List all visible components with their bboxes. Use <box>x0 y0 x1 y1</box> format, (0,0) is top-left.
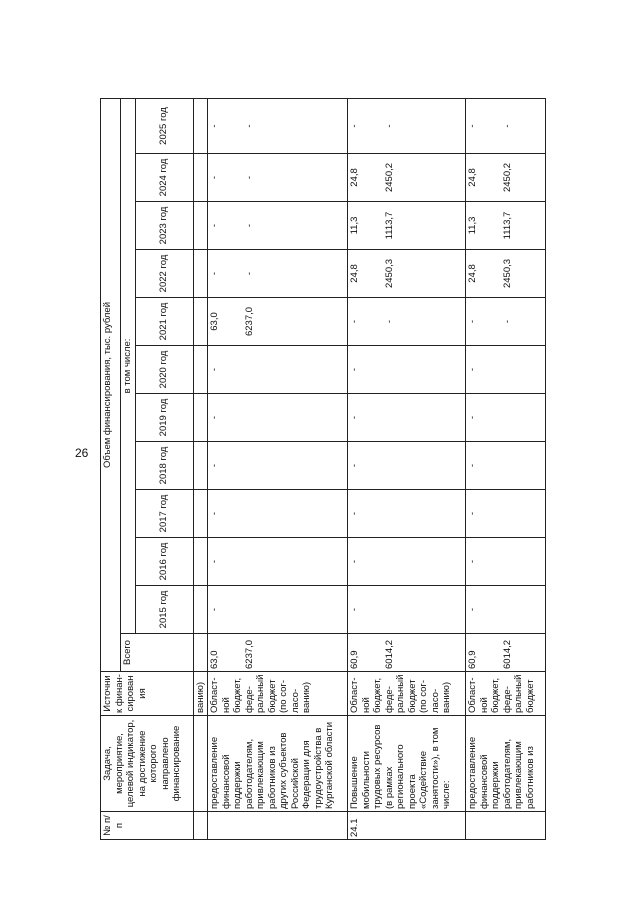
row-year-value <box>193 202 208 250</box>
row-year-value <box>193 490 208 538</box>
table-row <box>466 98 546 839</box>
row-year-value: 11,3 1113,7 <box>348 202 466 250</box>
row-total: 63,0 6237,0 <box>208 634 348 672</box>
year-header: 2019 год <box>135 394 193 442</box>
row-year-value: - <box>208 346 348 394</box>
row-year-value <box>193 394 208 442</box>
table-row <box>348 98 466 839</box>
header-incl: в том числе: <box>121 98 136 633</box>
row-source: ванию) <box>193 672 208 716</box>
row-year-value: 24,8 2450,3 <box>466 250 546 298</box>
row-task: предоставление финансовой поддержки работодателям, привлекающим работников из других субъектов Российской Федерации для трудоустройства в Курганской области <box>208 716 348 812</box>
row-number <box>193 812 208 840</box>
row-year-value <box>193 586 208 634</box>
row-year-value: - <box>208 586 348 634</box>
row-year-value: 63,0 6237,0 <box>208 298 348 346</box>
row-year-value <box>193 154 208 202</box>
row-year-value: - <box>348 442 466 490</box>
row-year-value: 24,8 2450,3 <box>348 250 466 298</box>
header-source: Источник финан-сирования <box>101 672 194 716</box>
row-task <box>193 716 208 812</box>
table-row <box>208 98 348 839</box>
row-year-value <box>193 298 208 346</box>
year-header: 2017 год <box>135 490 193 538</box>
row-year-value: - <box>208 538 348 586</box>
year-header: 2018 год <box>135 442 193 490</box>
row-year-value: - - <box>466 298 546 346</box>
row-year-value <box>193 98 208 153</box>
row-year-value <box>193 538 208 586</box>
row-year-value: - - <box>208 202 348 250</box>
header-total: Всего <box>121 634 194 672</box>
funding-table-rotated <box>100 99 580 840</box>
year-header: 2023 год <box>135 202 193 250</box>
row-number <box>208 812 348 840</box>
row-year-value: - <box>466 538 546 586</box>
year-header: 2016 год <box>135 538 193 586</box>
table-row <box>193 98 208 839</box>
row-source: Област-ной бюджет, феде-ральный бюджет (по сог-ласо-ванию) <box>208 672 348 716</box>
row-year-value: - - <box>208 250 348 298</box>
row-year-value: - <box>348 346 466 394</box>
row-year-value <box>193 346 208 394</box>
row-year-value: - <box>208 442 348 490</box>
row-task: предоставление финансовой поддержки работодателям, привлекающим работников из <box>466 716 546 812</box>
row-year-value <box>193 442 208 490</box>
year-header: 2022 год <box>135 250 193 298</box>
row-source: Област-ной бюджет, феде-ральный бюджет <box>466 672 546 716</box>
row-number <box>466 812 546 840</box>
row-year-value: - - <box>208 98 348 153</box>
row-year-value: - - <box>348 298 466 346</box>
row-year-value: 11,3 1113,7 <box>466 202 546 250</box>
row-year-value: - - <box>348 98 466 153</box>
row-year-value: - <box>348 394 466 442</box>
row-year-value: 24,8 2450,2 <box>466 154 546 202</box>
row-total: 60,9 6014,2 <box>348 634 466 672</box>
row-year-value: - - <box>208 154 348 202</box>
row-year-value: - - <box>466 98 546 153</box>
row-source: Област-ной бюджет, феде-ральный бюджет (по сог-ласо-ванию) <box>348 672 466 716</box>
row-total <box>193 634 208 672</box>
header-num: № п/п <box>101 812 194 840</box>
row-year-value <box>193 250 208 298</box>
table-body <box>193 98 546 839</box>
row-year-value: - <box>466 346 546 394</box>
header-task: Задача, мероприятие, целевой индикатор, на достижение которого направлено финансирование <box>101 716 194 812</box>
year-header: 2021 год <box>135 298 193 346</box>
row-year-value: - <box>348 538 466 586</box>
funding-table <box>100 98 546 840</box>
row-year-value: - <box>466 394 546 442</box>
header-funding: Объем финансирования, тыс. рублей <box>101 98 121 671</box>
row-number: 24.1 <box>348 812 466 840</box>
page-number: 26 <box>75 446 89 460</box>
row-year-value: - <box>466 442 546 490</box>
year-header: 2025 год <box>135 98 193 153</box>
year-header: 2015 год <box>135 586 193 634</box>
year-header: 2020 год <box>135 346 193 394</box>
row-year-value: - <box>348 490 466 538</box>
row-year-value: - <box>208 394 348 442</box>
row-total: 60,9 6014,2 <box>466 634 546 672</box>
row-year-value: - <box>466 586 546 634</box>
row-year-value: - <box>348 586 466 634</box>
row-task: Повышение мобильности трудовых ресурсов (в рамках регионального проекта «Содействие занятости»), в том числе: <box>348 716 466 812</box>
row-year-value: - <box>466 490 546 538</box>
row-year-value: 24,8 2450,2 <box>348 154 466 202</box>
row-year-value: - <box>208 490 348 538</box>
year-header: 2024 год <box>135 154 193 202</box>
